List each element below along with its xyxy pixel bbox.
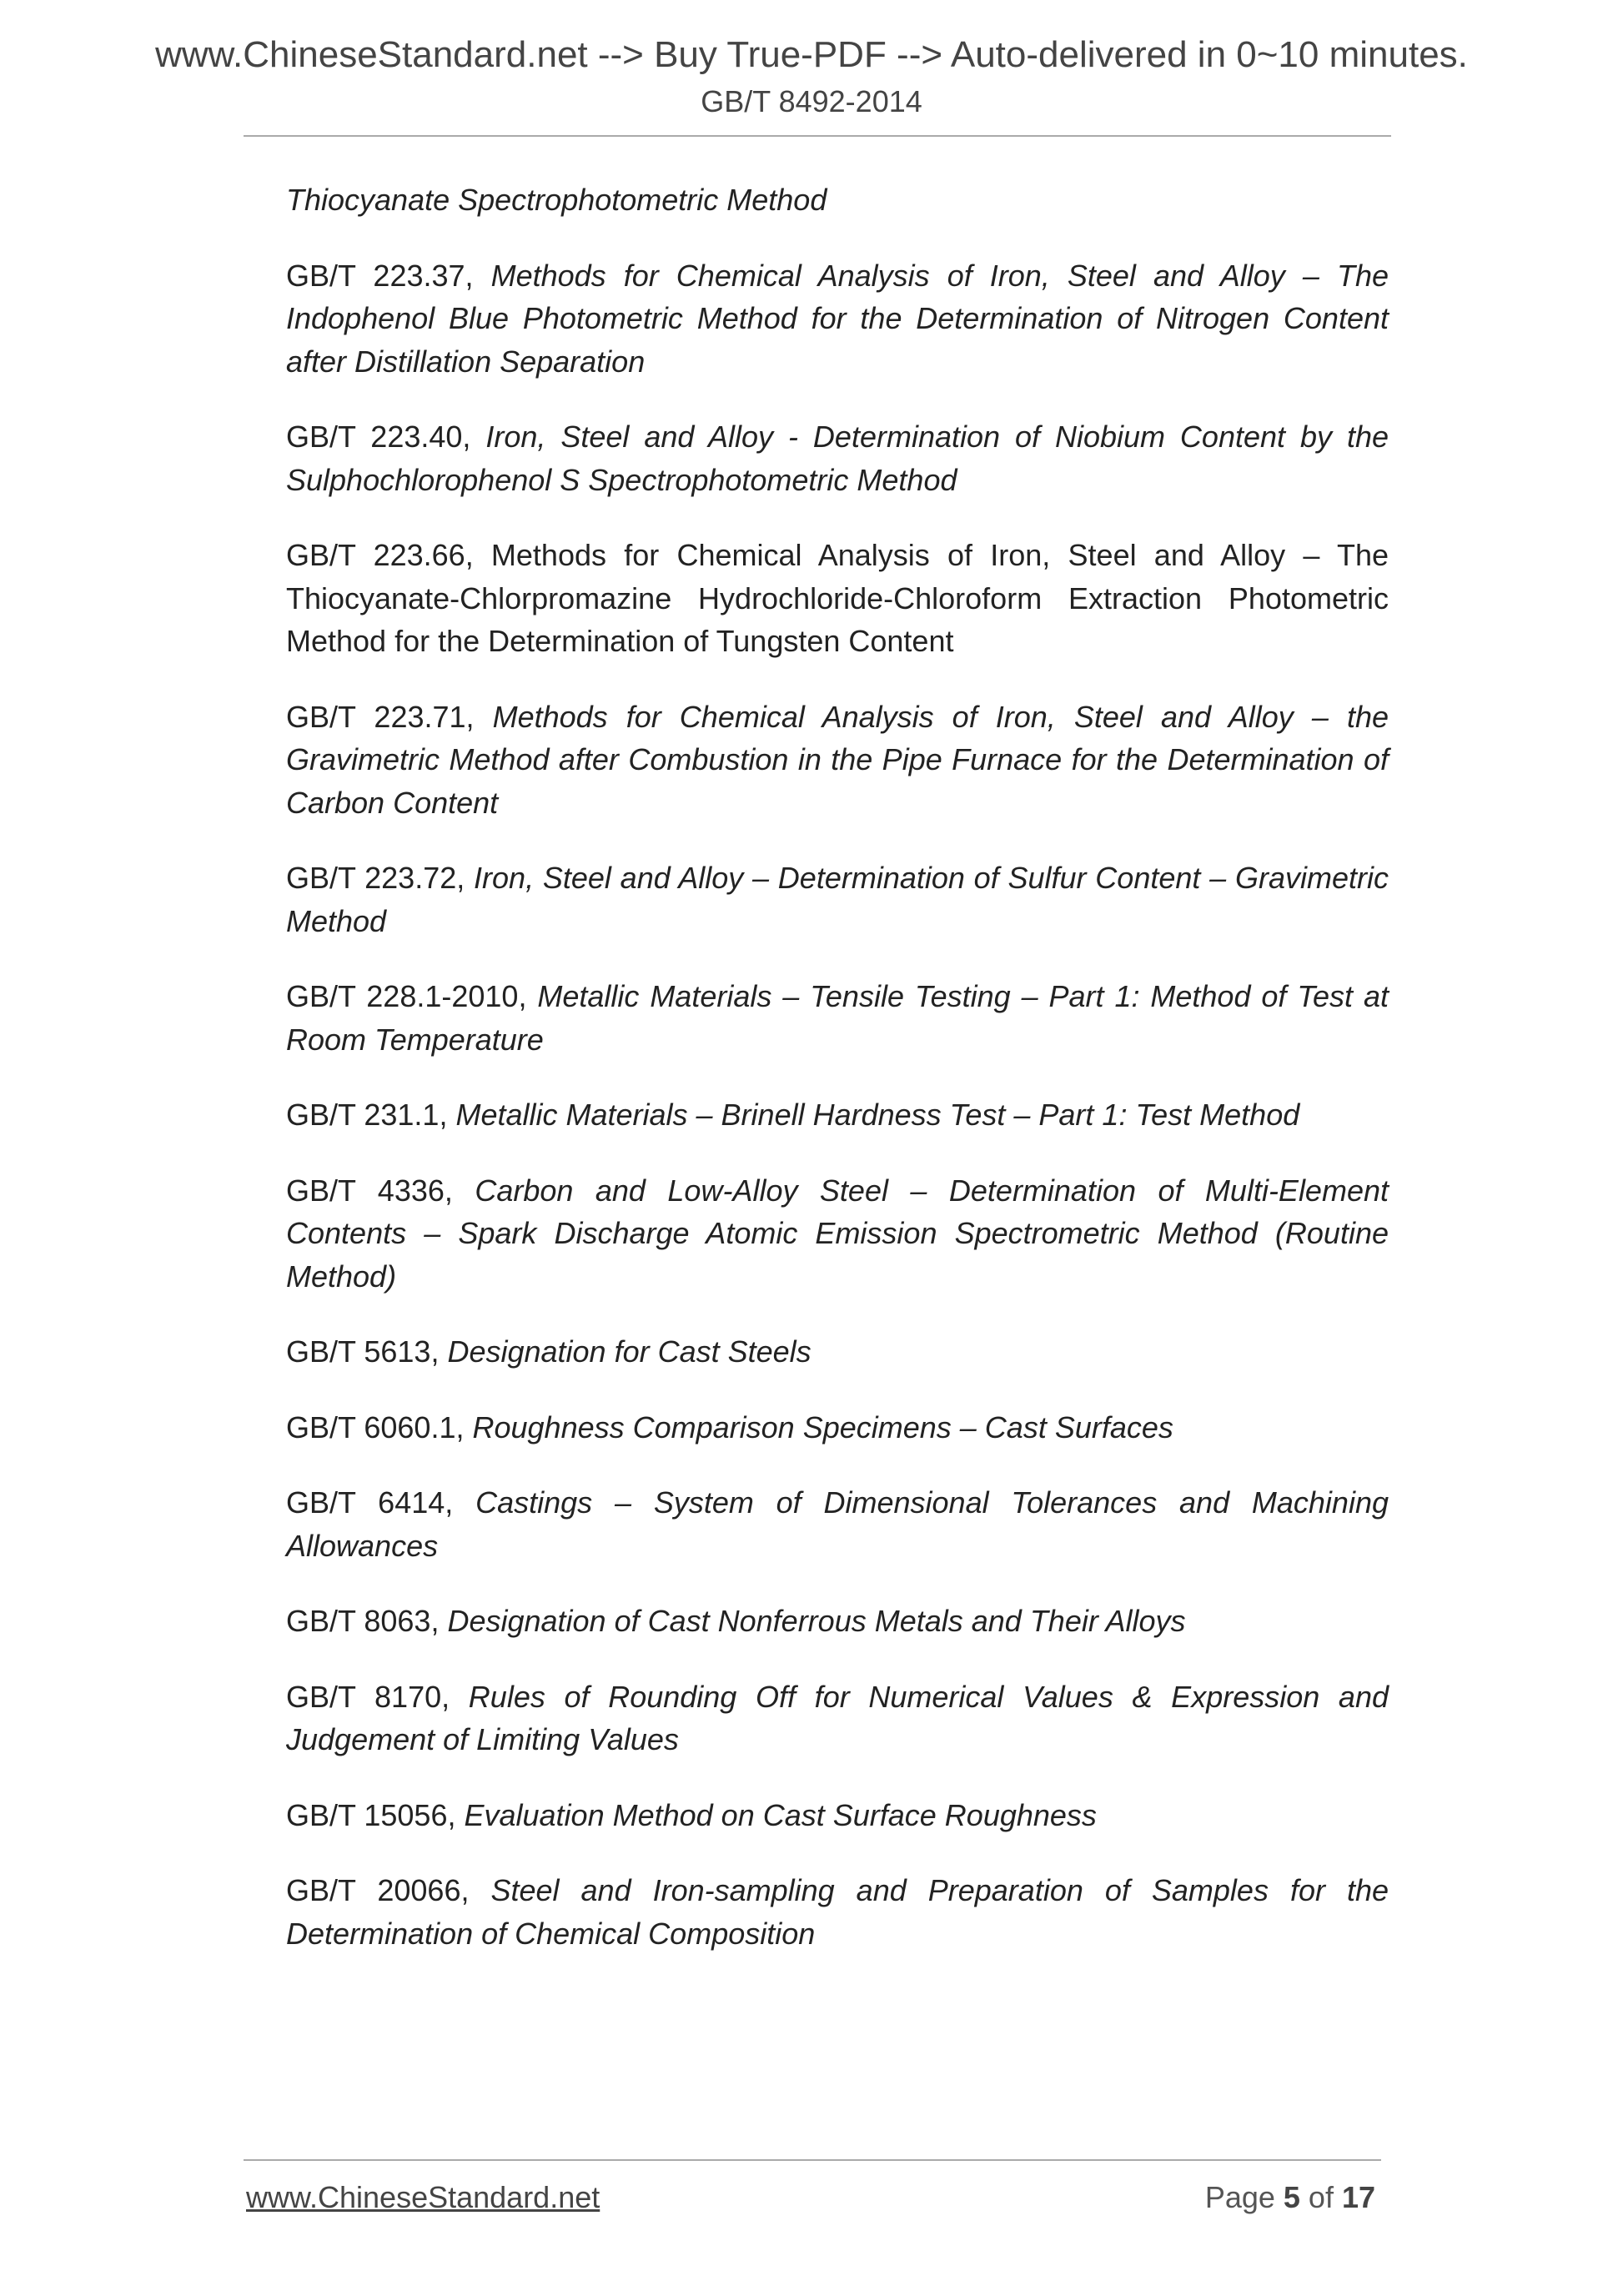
reference-code: GB/T 228.1-2010, — [286, 979, 538, 1013]
reference-title: Methods for Chemical Analysis of Iron, Steel and Alloy – The Indophenol Blue Photometric Method for the Determination of Nitrogen Content after Distillation Separation — [286, 258, 1389, 379]
reference-entry — [286, 1406, 1389, 1449]
reference-code: GB/T 20066, — [286, 1873, 491, 1907]
header-banner: www.ChineseStandard.net --> Buy True-PDF --> Auto-delivered in 0~10 minutes. — [155, 34, 1468, 75]
reference-code: GB/T 6414, — [286, 1485, 476, 1520]
reference-code: GB/T 6060.1, — [286, 1409, 473, 1444]
reference-entry — [286, 534, 1389, 663]
reference-entry — [286, 1330, 1389, 1374]
reference-code: GB/T 223.40, — [286, 420, 486, 454]
reference-entry — [286, 1794, 1389, 1837]
reference-title: Methods for Chemical Analysis of Iron, Steel and Alloy – the Gravimetric Method after Combustion in the Pipe Furnace for the Determination of Carbon Content — [286, 699, 1389, 820]
reference-title: Rules of Rounding Off for Numerical Values & Expression and Judgement of Limiting Values — [286, 1679, 1389, 1756]
reference-code: GB/T 8170, — [286, 1679, 469, 1714]
reference-entry — [286, 1869, 1389, 1955]
reference-title: Steel and Iron-sampling and Preparation of Samples for the Determination of Chemical Composition — [286, 1873, 1389, 1951]
reference-title: Castings – System of Dimensional Tolerances and Machining Allowances — [286, 1485, 1389, 1563]
reference-code: GB/T 5613, — [286, 1334, 448, 1369]
reference-title: Carbon and Low-Alloy Steel – Determination of Multi-Element Contents – Spark Discharge Atomic Emission Spectrometric Method (Routine Method) — [286, 1173, 1389, 1294]
reference-title: Roughness Comparison Specimens – Cast Surfaces — [472, 1409, 1173, 1444]
document-code: GB/T 8492-2014 — [701, 84, 922, 118]
reference-code: GB/T 223.72, — [286, 861, 475, 895]
page-number — [1205, 2180, 1375, 2215]
footer-divider — [244, 2159, 1381, 2161]
reference-code: GB/T 4336, — [286, 1173, 475, 1208]
reference-entry — [286, 1169, 1389, 1299]
current-page: 5 — [1283, 2180, 1300, 2214]
reference-title: Evaluation Method on Cast Surface Roughness — [464, 1797, 1097, 1832]
reference-entry — [286, 178, 1389, 222]
reference-title: Methods for Chemical Analysis of Iron, Steel and Alloy – The Thiocyanate-Chlorpromazine Hydrochloride-Chloroform Extraction Photometric Method for the Determination of Tungsten Content — [286, 538, 1389, 658]
reference-title: Designation of Cast Nonferrous Metals and Their Alloys — [447, 1604, 1186, 1638]
reference-entry — [286, 1481, 1389, 1567]
reference-title: Designation for Cast Steels — [447, 1334, 812, 1369]
page-label: Page — [1204, 2180, 1284, 2214]
reference-entry — [286, 1093, 1389, 1137]
reference-list — [286, 178, 1389, 1987]
reference-entry — [286, 696, 1389, 825]
reference-title: Metallic Materials – Tensile Testing – Part 1: Method of Test at Room Temperature — [286, 979, 1389, 1057]
reference-title: Iron, Steel and Alloy – Determination of Sulfur Content – Gravimetric Method — [286, 861, 1389, 938]
reference-entry — [286, 1676, 1389, 1761]
header-divider — [244, 135, 1391, 137]
reference-entry — [286, 975, 1389, 1061]
reference-entry — [286, 415, 1389, 501]
reference-code: GB/T 8063, — [286, 1604, 448, 1638]
footer-website-link[interactable]: www.ChineseStandard.net — [246, 2180, 600, 2214]
reference-code: GB/T 231.1, — [286, 1098, 456, 1132]
page-of: of — [1299, 2180, 1342, 2214]
reference-title: Metallic Materials – Brinell Hardness Test – Part 1: Test Method — [455, 1098, 1300, 1132]
reference-entry — [286, 857, 1389, 942]
reference-code: GB/T 223.66, — [286, 538, 491, 572]
reference-entry — [286, 1600, 1389, 1643]
reference-title: Iron, Steel and Alloy - Determination of Niobium Content by the Sulphochlorophenol S Spectrophotometric Method — [286, 420, 1389, 497]
reference-title: Thiocyanate Spectrophotometric Method — [286, 183, 827, 217]
reference-code: GB/T 15056, — [286, 1797, 465, 1832]
reference-code: GB/T 223.37, — [286, 258, 491, 293]
total-pages: 17 — [1341, 2180, 1375, 2214]
reference-entry — [286, 254, 1389, 384]
reference-code: GB/T 223.71, — [286, 699, 493, 734]
